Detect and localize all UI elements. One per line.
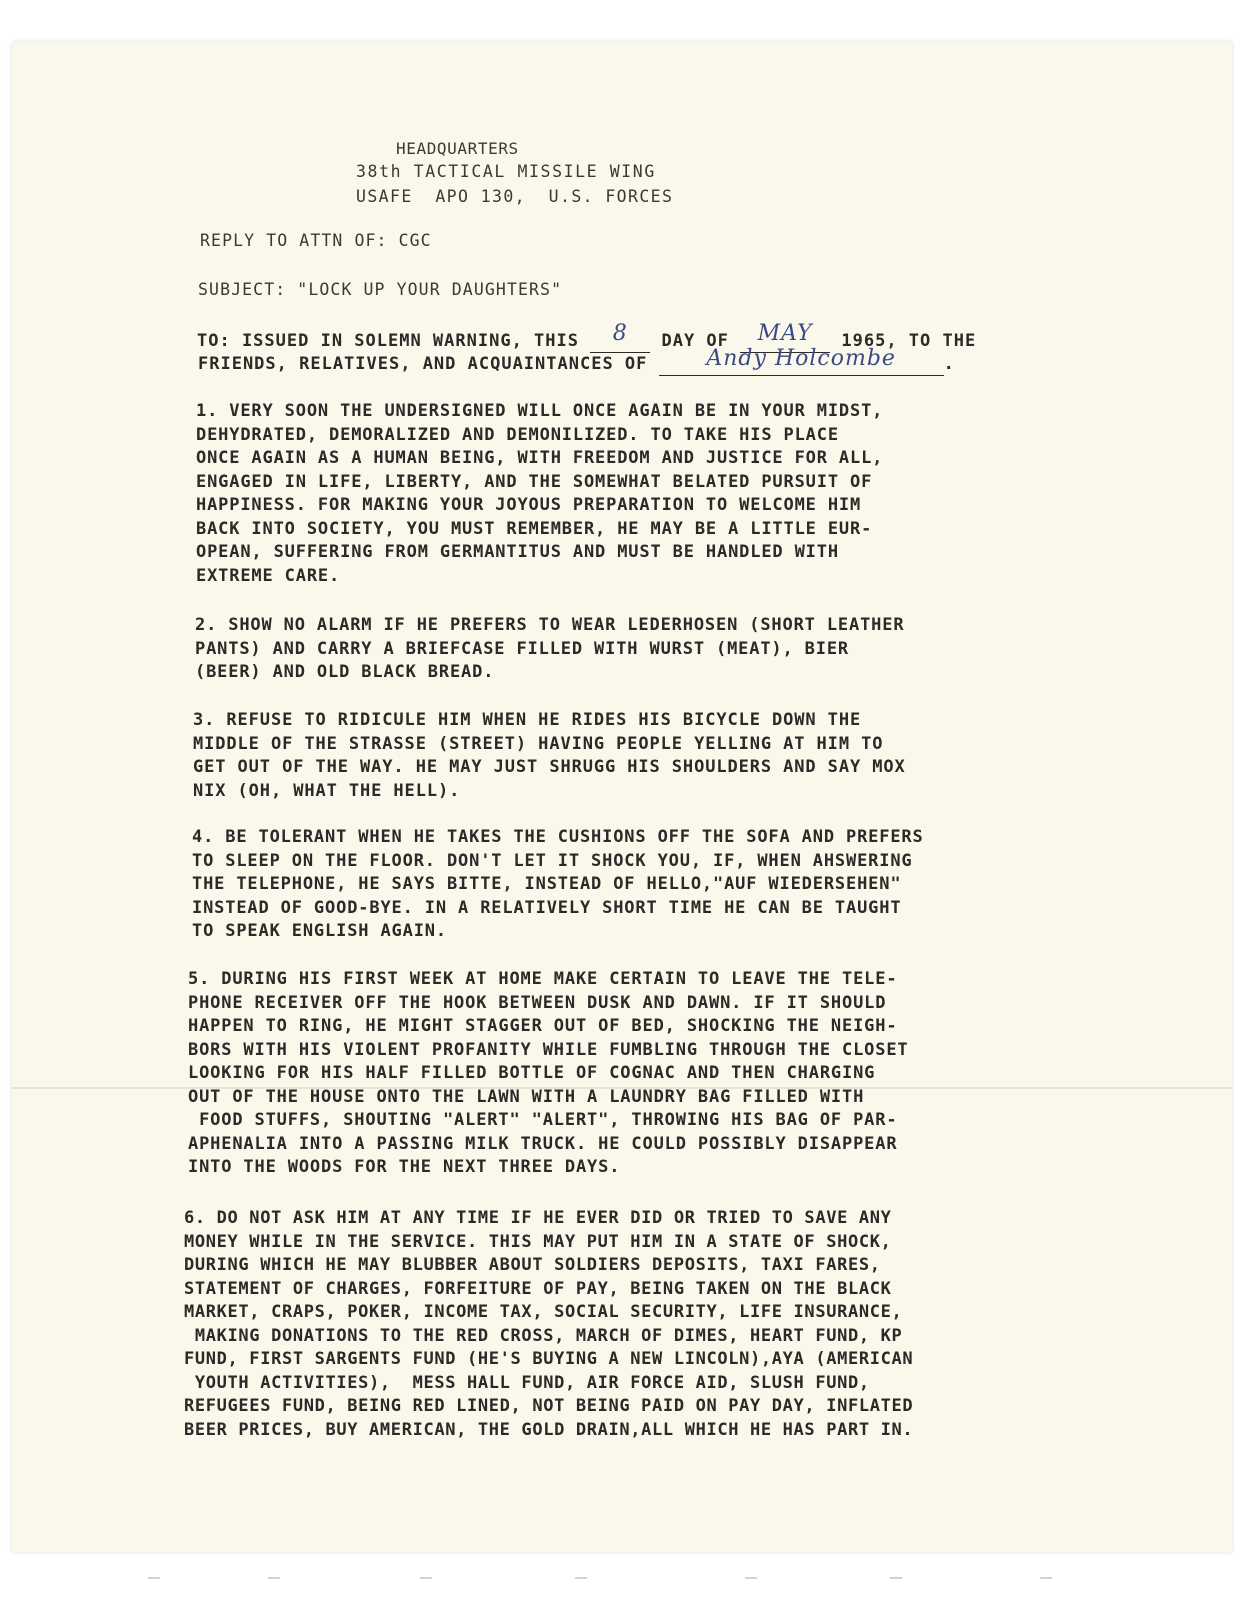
paragraph-line: STATEMENT OF CHARGES, FORFEITURE OF PAY, BEING TAKEN ON THE BLACK <box>184 1278 892 1299</box>
header-wing: 38th TACTICAL MISSILE WING <box>356 162 656 181</box>
subject-line: SUBJECT: "LOCK UP YOUR DAUGHTERS" <box>198 280 563 299</box>
paragraph-line: 1. VERY SOON THE UNDERSIGNED WILL ONCE AGAIN BE IN YOUR MIDST, <box>196 401 884 421</box>
day-blank <box>590 321 650 353</box>
reply-to-line: REPLY TO ATTN OF: CGC <box>200 231 432 250</box>
paragraph-line: HAPPEN TO RING, HE MIGHT STAGGER OUT OF BED, SHOCKING THE NEIGH- <box>188 1016 898 1036</box>
paragraph-line: TO SLEEP ON THE FLOOR. DON'T LET IT SHOCK YOU, IF, WHEN AHSWERING <box>192 850 913 871</box>
scan-mark <box>268 1577 280 1579</box>
paragraph-line: EXTREME CARE. <box>196 565 341 586</box>
header-address: USAFE APO 130, U.S. FORCES <box>356 187 674 206</box>
paragraph-line: DEHYDRATED, DEMORALIZED AND DEMONILIZED. TO TAKE HIS PLACE <box>196 424 839 445</box>
handwritten-day: 8 <box>612 321 628 346</box>
header-headquarters: HEADQUARTERS <box>396 139 519 158</box>
paragraph-line: BEER PRICES, BUY AMERICAN, THE GOLD DRAIN,ALL WHICH HE HAS PART IN. <box>184 1419 914 1440</box>
paragraph-line: YOUTH ACTIVITIES), MESS HALL FUND, AIR FORCE AID, SLUSH FUND, <box>184 1372 870 1393</box>
paragraph-line: DURING WHICH HE MAY BLUBBER ABOUT SOLDIERS DEPOSITS, TAXI FARES, <box>184 1255 881 1275</box>
paragraph-line: 5. DURING HIS FIRST WEEK AT HOME MAKE CERTAIN TO LEAVE THE TELE- <box>188 969 898 989</box>
to-year: 1965 <box>830 331 887 351</box>
paragraph-2 <box>195 614 904 685</box>
paragraph-line: REFUGEES FUND, BEING RED LINED, NOT BEING PAID ON PAY DAY, INFLATED <box>184 1396 914 1416</box>
paragraph-line: FUND, FIRST SARGENTS FUND (HE'S BUYING A NEW LINCOLN),AYA (AMERICAN <box>184 1349 914 1369</box>
paragraph-line: 4. BE TOLERANT WHEN HE TAKES THE CUSHIONS OFF THE SOFA AND PREFERS <box>192 827 924 847</box>
paragraph-line: MONEY WHILE IN THE SERVICE. THIS MAY PUT HIM IN A STATE OF SHOCK, <box>184 1231 892 1252</box>
to-prefix: TO: ISSUED IN SOLEMN WARNING, THIS <box>197 331 591 351</box>
paragraph-4 <box>192 826 924 944</box>
paragraph-line: BORS WITH HIS VIOLENT PROFANITY WHILE FUMBLING THROUGH THE CLOSET <box>188 1039 909 1060</box>
paragraph-line: TO SPEAK ENGLISH AGAIN. <box>192 921 447 941</box>
scan-mark <box>1040 1577 1052 1579</box>
paragraph-line: (BEER) AND OLD BLACK BREAD. <box>195 662 495 682</box>
paragraph-line: MAKING DONATIONS TO THE RED CROSS, MARCH OF DIMES, HEART FUND, KP <box>184 1325 903 1346</box>
paragraph-3 <box>193 709 906 803</box>
paragraph-line: LOOKING FOR HIS HALF FILLED BOTTLE OF COGNAC AND THEN CHARGING <box>188 1063 876 1083</box>
scan-edge-marks <box>0 1577 1235 1581</box>
to-line-2 <box>198 346 955 376</box>
paragraph-line: BACK INTO SOCIETY, YOU MUST REMEMBER, HE MAY BE A LITTLE EUR- <box>196 518 873 539</box>
paragraph-line: PANTS) AND CARRY A BRIEFCASE FILLED WITH WURST (MEAT), BIER <box>195 638 850 659</box>
paragraph-1 <box>196 400 883 588</box>
scan-mark <box>890 1577 902 1579</box>
paragraph-line: 6. DO NOT ASK HIM AT ANY TIME IF HE EVER DID OR TRIED TO SAVE ANY <box>184 1208 892 1228</box>
to-line2-suffix: . <box>943 354 955 374</box>
paragraph-line: OUT OF THE HOUSE ONTO THE LAWN WITH A LAUNDRY BAG FILLED WITH <box>188 1086 865 1107</box>
paragraph-line: ONCE AGAIN AS A HUMAN BEING, WITH FREEDOM AND JUSTICE FOR ALL, <box>196 448 884 468</box>
paragraph-line: FOOD STUFFS, SHOUTING "ALERT" "ALERT", THROWING HIS BAG OF PAR- <box>188 1110 898 1130</box>
paragraph-line: 2. SHOW NO ALARM IF HE PREFERS TO WEAR LEDERHOSEN (SHORT LEATHER <box>195 615 905 635</box>
paragraph-6 <box>184 1207 913 1442</box>
paragraph-line: NIX (OH, WHAT THE HELL). <box>193 780 461 801</box>
paragraph-line: ENGAGED IN LIFE, LIBERTY, AND THE SOMEWHAT BELATED PURSUIT OF <box>196 471 873 492</box>
scan-mark <box>575 1577 587 1579</box>
paragraph-line: INSTEAD OF GOOD-BYE. IN A RELATIVELY SHORT TIME HE CAN BE TAUGHT <box>192 897 902 918</box>
scan-mark <box>148 1577 160 1579</box>
handwritten-name: Andy Holcombe <box>706 346 896 371</box>
paragraph-line: HAPPINESS. FOR MAKING YOUR JOYOUS PREPARATION TO WELCOME HIM <box>196 495 862 515</box>
paragraph-line: APHENALIA INTO A PASSING MILK TRUCK. HE COULD POSSIBLY DISAPPEAR <box>188 1133 898 1154</box>
paragraph-line: OPEAN, SUFFERING FROM GERMANTITUS AND MUST BE HANDLED WITH <box>196 542 839 562</box>
paragraph-line: PHONE RECEIVER OFF THE HOOK BETWEEN DUSK AND DAWN. IF IT SHOULD <box>188 992 887 1013</box>
to-suffix: , TO THE <box>886 331 977 351</box>
paragraph-line: INTO THE WOODS FOR THE NEXT THREE DAYS. <box>188 1157 621 1177</box>
paragraph-line: 3. REFUSE TO RIDICULE HIM WHEN HE RIDES HIS BICYCLE DOWN THE <box>193 710 862 730</box>
paragraph-line: MARKET, CRAPS, POKER, INCOME TAX, SOCIAL SECURITY, LIFE INSURANCE, <box>184 1302 903 1322</box>
paragraph-5 <box>188 968 909 1180</box>
paragraph-line: MIDDLE OF THE STRASSE (STREET) HAVING PEOPLE YELLING AT HIM TO <box>193 733 884 754</box>
paragraph-line: THE TELEPHONE, HE SAYS BITTE, INSTEAD OF HELLO,"AUF WIEDERSEHEN" <box>192 874 902 894</box>
to-line2-prefix: FRIENDS, RELATIVES, AND ACQUAINTANCES OF <box>198 354 659 374</box>
paragraph-line: GET OUT OF THE WAY. HE MAY JUST SHRUGG HIS SHOULDERS AND SAY MOX <box>193 757 906 777</box>
handwritten-month: MAY <box>757 321 813 346</box>
scan-mark <box>420 1577 432 1579</box>
to-mid: DAY OF <box>650 331 741 351</box>
scan-mark <box>745 1577 757 1579</box>
name-blank <box>659 346 944 376</box>
